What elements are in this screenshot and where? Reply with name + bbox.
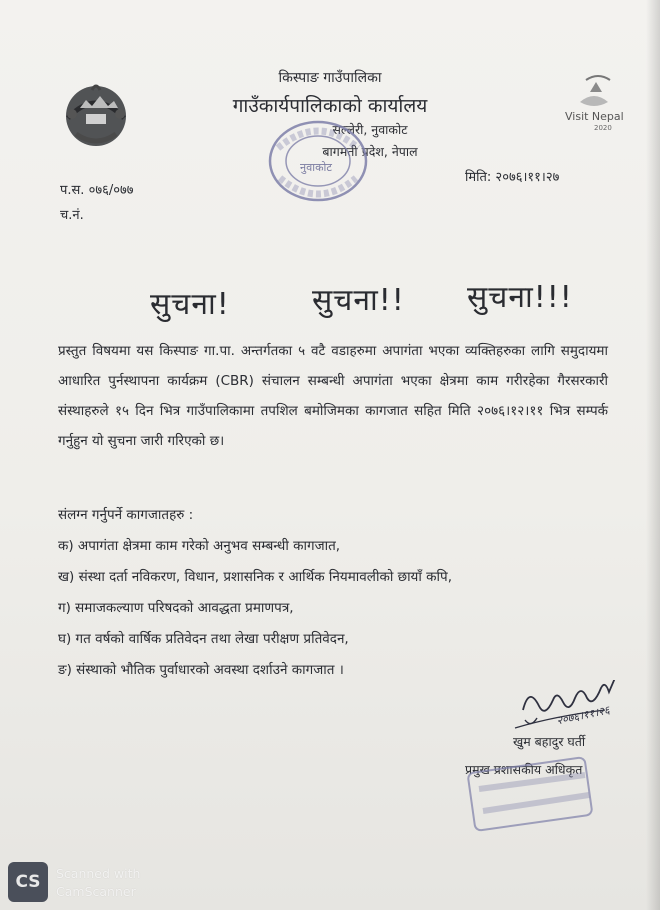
camscanner-logo-icon	[8, 862, 48, 902]
list-item: ङ) संस्थाको भौतिक पुर्वाधारको अवस्था दर्शाउने कागजात ।	[58, 662, 344, 678]
approval-stamp	[465, 755, 600, 833]
notice-title-3: सुचना!!!	[467, 280, 573, 315]
province-country: बागमती प्रदेश, नेपाल	[322, 144, 418, 159]
stamp-inner-text: नुवाकोट	[300, 161, 332, 174]
camscanner-watermark	[56, 865, 140, 901]
attachments-list	[58, 500, 618, 686]
list-item: घ) गत वर्षको वार्षिक प्रतिवेदन तथा लेखा परीक्षण प्रतिवेदन,	[58, 631, 349, 647]
signatory-name: खुम बहादुर घर्ती	[513, 734, 586, 749]
visit-nepal-text: Visit Nepal	[565, 110, 624, 123]
list-item: ख) संस्था दर्ता नविकरण, विधान, प्रशासनिक र आर्थिक नियमावलीको छायाँ कपि,	[58, 569, 453, 585]
list-item: ग) समाजकल्याण परिषदको आवद्धता प्रमाणपत्र,	[58, 600, 294, 616]
camscanner-line-2: CamScanner	[56, 884, 136, 899]
attachments-heading: संलग्न गर्नुपर्ने कागजातहरु :	[58, 507, 194, 523]
letter-date: मिति: २०७६।११।२७	[465, 170, 560, 185]
visit-nepal-year: 2020	[594, 124, 612, 132]
notice-title-2: सुचना!!	[312, 283, 405, 318]
list-item: क) अपागंता क्षेत्रमा काम गरेको अनुभव सम्बन्धी कागजात,	[58, 538, 341, 554]
camscanner-logo-text: CS	[15, 872, 41, 892]
camscanner-line-1: Scanned with	[56, 866, 141, 881]
signatory-title: प्रमुख प्रशासकीय अधिकृत	[465, 762, 583, 777]
visit-nepal-logo-icon	[560, 72, 630, 132]
signature-date: २०७६।११।२६	[555, 703, 611, 728]
dispatch-number: च.नं.	[60, 208, 84, 223]
notice-title-1: सुचना!	[150, 287, 230, 322]
office-address: सल्लेरी, नुवाकोट	[332, 122, 408, 137]
municipality-name: किस्पाङ गाउँपालिका	[278, 70, 382, 86]
letter-number: प.स. ०७६/०७७	[60, 183, 134, 198]
notice-body: प्रस्तुत विषयमा यस किस्पाङ गा.पा. अन्तर्गतका ५ वटै वडाहरुमा अपागंता भएका व्यक्तिहरुका लागि समुदायमा आधारित पुर्नस्थापना कार्यक्रम (CBR) संचालन सम्बन्धी अपागंता भएका क्षेत्रमा काम गरीरहेका गैरसरकारी संस्थाहरुले १५ दिन भित्र गाउँपालिकामा तपशिल बमोजिमका कागजात सहित मिति २०७६।१२।११ भित्र सम्पर्क गर्नुहुन यो सुचना जारी गरिएको छ।	[58, 343, 608, 449]
office-name: गाउँकार्यपालिकाको कार्यालय	[232, 95, 428, 117]
